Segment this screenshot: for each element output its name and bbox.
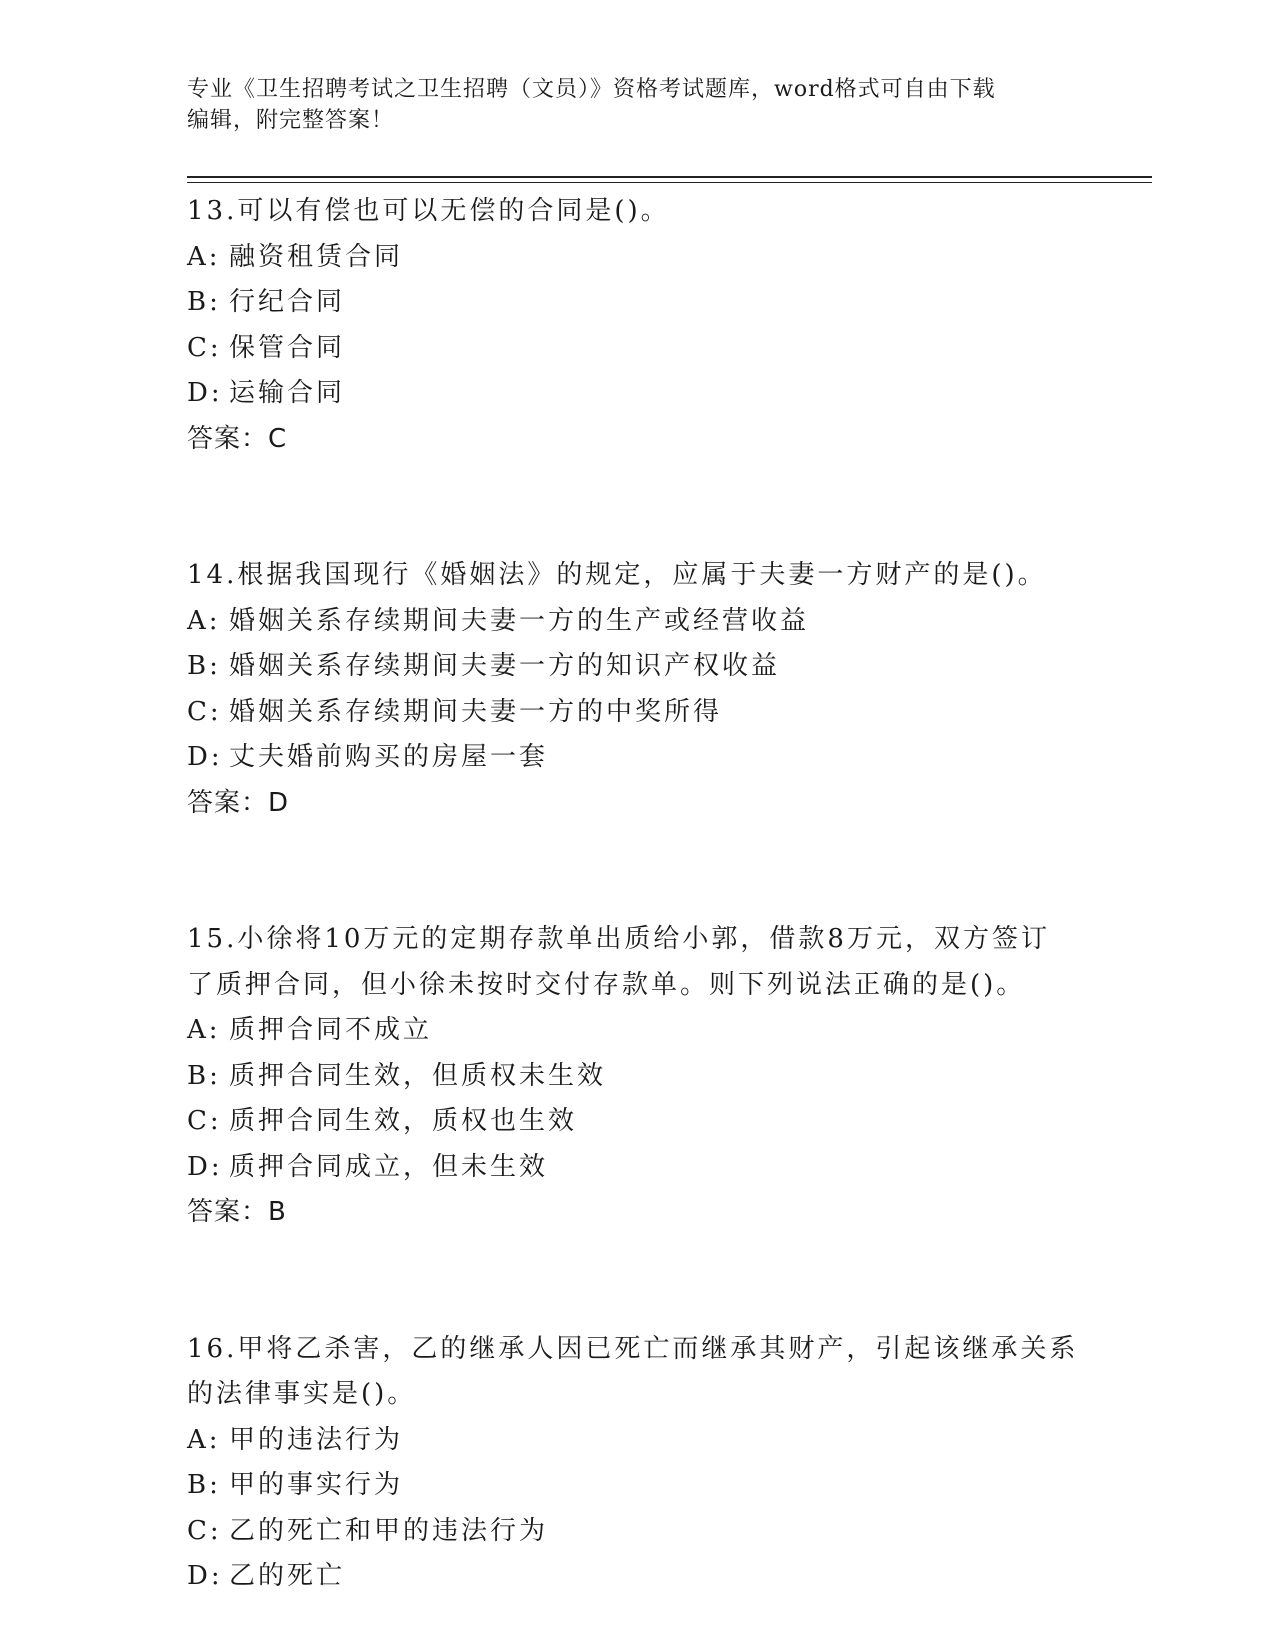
question-stem-line-1: 15.小徐将10万元的定期存款单出质给小郭，借款8万元，双方签订	[187, 924, 1050, 954]
option-d	[187, 1554, 1087, 1600]
option-c	[187, 690, 1087, 736]
header-line-1: 专业《卫生招聘考试之卫生招聘（文员）》资格考试题库，word格式可自由下载	[187, 77, 996, 102]
option-text: 融资租赁合同	[229, 241, 404, 272]
answer-line: 答案：C	[187, 423, 288, 454]
option-key: C:	[187, 1515, 222, 1546]
option-d	[187, 1145, 1087, 1191]
option-text: 保管合同	[229, 332, 346, 363]
option-d	[187, 371, 1087, 417]
option-text: 质押合同生效，质权也生效	[229, 1106, 578, 1136]
option-b	[187, 644, 1087, 690]
option-key: C:	[187, 332, 222, 363]
option-key: C:	[187, 1106, 222, 1136]
option-key: D:	[187, 378, 223, 408]
option-text: 乙的死亡	[229, 1561, 346, 1591]
option-b	[187, 280, 1087, 326]
option-key: C:	[187, 696, 222, 727]
header-divider-thin	[187, 182, 1152, 183]
question-14	[187, 553, 1087, 826]
option-key: A:	[187, 1424, 221, 1455]
option-key: D:	[187, 1151, 223, 1182]
option-key: D:	[187, 742, 223, 772]
option-key: D:	[187, 1561, 223, 1591]
question-13	[187, 189, 1087, 462]
option-a	[187, 235, 1087, 281]
option-key: B:	[187, 287, 221, 317]
option-text: 质押合同生效，但质权未生效	[229, 1060, 607, 1091]
option-text: 甲的违法行为	[229, 1424, 404, 1455]
option-d	[187, 735, 1087, 781]
option-text: 质押合同不成立	[229, 1015, 433, 1045]
option-c	[187, 1099, 1087, 1145]
question-stem-line-1: 16.甲将乙杀害，乙的继承人因已死亡而继承其财产，引起该继承关系	[187, 1333, 1079, 1364]
option-text: 婚姻关系存续期间夫妻一方的生产或经营收益	[229, 605, 810, 636]
option-key: A:	[187, 241, 221, 272]
question-stem-line-2: 了质押合同，但小徐未按时交付存款单。则下列说法正确的是()。	[187, 969, 1026, 1000]
header-line-2: 编辑，附完整答案！	[187, 108, 395, 133]
option-key: A:	[187, 1015, 221, 1045]
spacer	[187, 1236, 1087, 1327]
spacer	[187, 826, 1087, 917]
spacer	[187, 462, 1087, 553]
option-text: 婚姻关系存续期间夫妻一方的中奖所得	[229, 696, 723, 727]
option-text: 丈夫婚前购买的房屋一套	[229, 742, 549, 772]
option-b	[187, 1054, 1087, 1100]
option-key: B:	[187, 1060, 221, 1091]
option-key: A:	[187, 605, 221, 636]
option-a	[187, 1418, 1087, 1464]
option-a	[187, 599, 1087, 645]
question-stem: 14.根据我国现行《婚姻法》的规定，应属于夫妻一方财产的是()。	[187, 560, 1047, 590]
option-b	[187, 1463, 1087, 1509]
document-header	[187, 74, 1067, 136]
option-text: 质押合同成立，但未生效	[229, 1151, 549, 1182]
option-text: 运输合同	[229, 378, 346, 408]
question-stem: 13.可以有偿也可以无偿的合同是()。	[187, 196, 670, 226]
option-c	[187, 326, 1087, 372]
question-16	[187, 1327, 1087, 1600]
option-text: 乙的死亡和甲的违法行为	[229, 1515, 549, 1546]
header-divider-thick	[187, 176, 1152, 178]
option-key: B:	[187, 1470, 221, 1500]
option-a	[187, 1008, 1087, 1054]
answer-line: 答案：B	[187, 1197, 287, 1227]
option-c	[187, 1509, 1087, 1555]
option-key: B:	[187, 651, 221, 681]
question-list	[187, 189, 1087, 1600]
option-text: 行纪合同	[229, 287, 346, 317]
question-15	[187, 917, 1087, 1236]
option-text: 甲的事实行为	[229, 1470, 404, 1500]
answer-line: 答案：D	[187, 787, 290, 818]
question-stem-line-2: 的法律事实是()。	[187, 1379, 417, 1409]
option-text: 婚姻关系存续期间夫妻一方的知识产权收益	[229, 651, 781, 681]
